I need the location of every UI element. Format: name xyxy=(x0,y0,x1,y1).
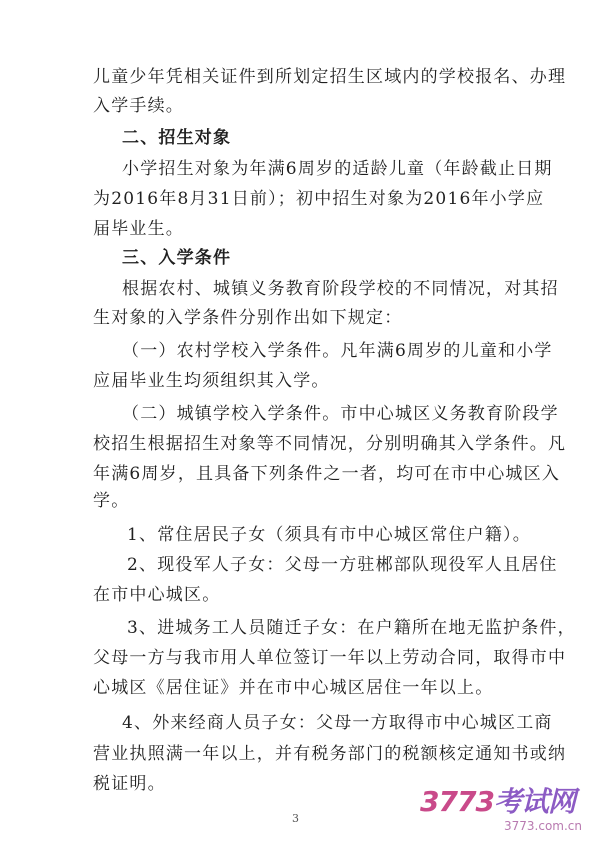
text-line: 父母一方与我市用人单位签订一年以上劳动合同，取得市中 xyxy=(93,648,567,668)
text-line: 应届毕业生均须组织其入学。 xyxy=(93,371,330,391)
watermark-url: 3773.com.cn xyxy=(504,819,582,833)
text-line: 届毕业生。 xyxy=(93,219,184,239)
text-line: 生对象的入学条件分别作出如下规定： xyxy=(93,308,403,328)
section-heading: 三、入学条件 xyxy=(122,248,232,268)
text-line: 营业执照满一年以上，并有税务部门的税额核定通知书或纳 xyxy=(93,744,567,764)
text-line: 儿童少年凭相关证件到所划定招生区域内的学校报名、办理 xyxy=(93,67,567,87)
list-item: 4、外来经商人员子女：父母一方取得市中心城区工商 xyxy=(122,713,553,733)
watermark-logo xyxy=(420,786,575,818)
watermark-logo-number: 3773 xyxy=(420,785,494,818)
page-number: 3 xyxy=(292,812,299,825)
watermark-logo-text: 考试网 xyxy=(493,785,575,818)
text-line: （一）农村学校入学条件。凡年满6周岁的儿童和小学 xyxy=(122,341,553,361)
text-line: 校招生根据招生对象等不同情况，分别明确其入学条件。凡 xyxy=(93,434,567,454)
text-line: （二）城镇学校入学条件。市中心城区义务教育阶段学 xyxy=(122,404,559,424)
text-line: 为2016年8月31日前）；初中招生对象为2016年小学应 xyxy=(93,189,545,209)
text-line: 心城区《居住证》并在市中心城区居住一年以上。 xyxy=(93,678,494,698)
text-line: 年满6周岁，且具备下列条件之一者，均可在市中心城区入 xyxy=(93,464,561,484)
text-line: 小学招生对象为年满6周岁的适龄儿童（年龄截止日期 xyxy=(122,159,553,179)
site-watermark xyxy=(420,786,590,836)
text-line: 入学手续。 xyxy=(93,96,184,116)
text-line: 税证明。 xyxy=(93,774,166,794)
section-heading: 二、招生对象 xyxy=(122,128,232,148)
list-item: 3、进城务工人员随迁子女：在户籍所在地无监护条件， xyxy=(127,618,576,638)
list-item: 2、现役军人子女：父母一方驻郴部队现役军人且居住 xyxy=(127,555,558,575)
list-item: 1、常住居民子女（须具有市中心城区常住户籍）。 xyxy=(127,525,531,545)
text-line: 根据农村、城镇义务教育阶段学校的不同情况，对其招 xyxy=(122,279,559,299)
text-line: 在市中心城区。 xyxy=(93,585,221,605)
text-line: 学。 xyxy=(93,491,130,511)
